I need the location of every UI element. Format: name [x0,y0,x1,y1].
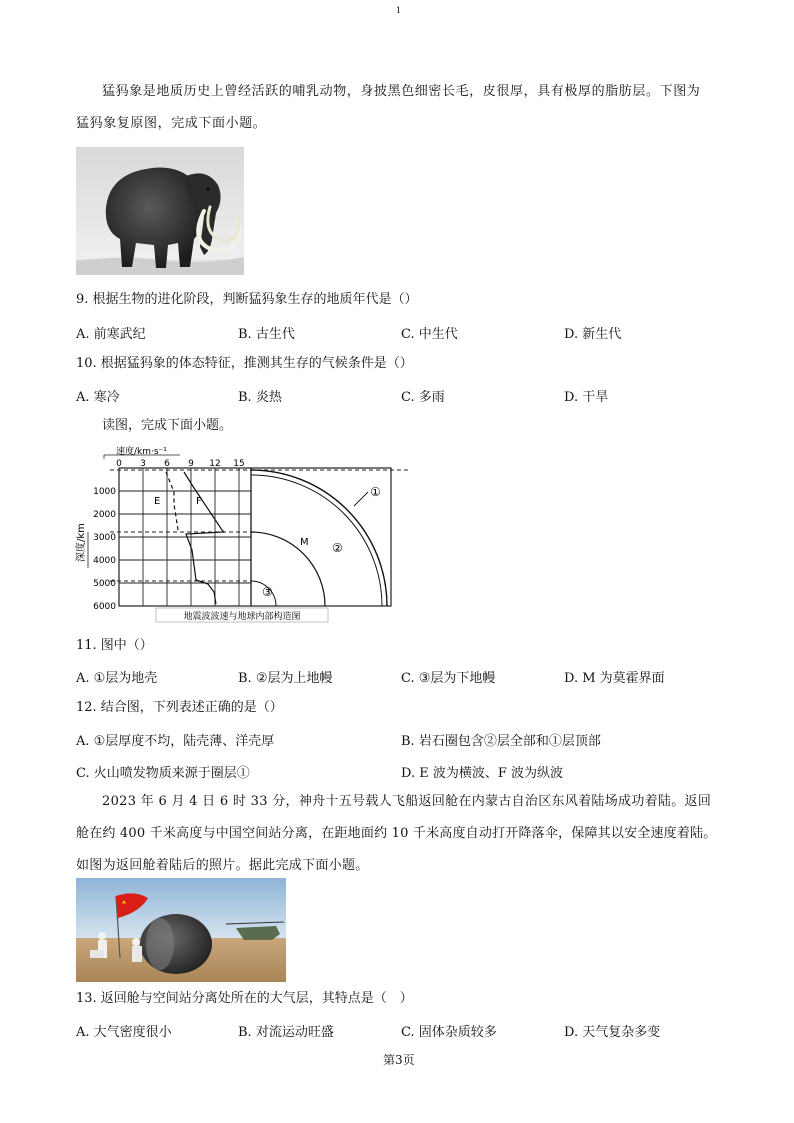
q12-option-b[interactable]: B. 岩石圈包含②层全部和①层顶部 [401,734,601,749]
q11-stem: 11. 图中（） [76,638,153,653]
intro3-line2: 舱在约 400 千米高度与中国空间站分离，在距地面约 10 千米高度自动打开降落伞，保障其以安全速度着陆。 [76,826,717,841]
layer-1-label: ① [370,485,381,499]
x-tick-label: 15 [233,459,245,469]
q13-stem: 13. 返回舱与空间站分离处所在的大气层，其特点是（ ） [76,991,413,1006]
y-tick-label: 6000 [93,602,116,612]
x-tick-label: 3 [140,459,146,469]
x-tick-label: 6 [164,459,170,469]
q11-option-d[interactable]: D. M 为莫霍界面 [564,671,665,686]
wave-f-label: F [196,496,202,507]
y-tick-label: 2000 [93,510,116,520]
intro3-line3: 如图为返回舱着陆后的照片。据此完成下面小题。 [76,858,369,873]
q10-option-c[interactable]: C. 多雨 [401,390,445,405]
intro1-line1: 猛犸象是地质历史上曾经活跃的哺乳动物，身披黑色细密长毛，皮很厚，具有极厚的脂肪层。下图为 [102,84,701,99]
q10-option-d[interactable]: D. 干旱 [564,390,609,405]
q9-option-a[interactable]: A. 前寒武纪 [76,327,146,342]
mammoth-image [76,147,244,275]
q13-option-d[interactable]: D. 天气复杂多变 [564,1025,661,1040]
q11-option-b[interactable]: B. ②层为上地幔 [238,671,333,686]
page-footer: 第3页 [383,1053,415,1067]
q12-option-d[interactable]: D. E 波为横波、F 波为纵波 [401,766,563,781]
q9-option-d[interactable]: D. 新生代 [564,327,622,342]
q12-option-c[interactable]: C. 火山喷发物质来源于圈层① [76,766,250,781]
speed-axis-label: 速度/km·s⁻¹ [116,447,167,457]
wave-f-curve [184,472,224,604]
q13-option-a[interactable]: A. 大气密度很小 [76,1025,172,1040]
q11-option-c[interactable]: C. ③层为下地幔 [401,671,496,686]
q12-stem: 12. 结合图，下列表述正确的是（） [76,700,283,715]
x-tick-label: 0 [116,459,122,469]
depth-axis-label: 深度/km [76,523,87,562]
q10-option-b[interactable]: B. 炎热 [238,390,282,405]
q9-stem: 9. 根据生物的进化阶段，判断猛犸象生存的地质年代是（） [76,292,418,307]
y-tick-label: 4000 [93,556,116,566]
intro1-line2: 猛犸象复原图，完成下面小题。 [76,116,267,131]
q13-option-c[interactable]: C. 固体杂质较多 [401,1025,497,1040]
q9-option-c[interactable]: C. 中生代 [401,327,458,342]
capsule-landing-illustration [76,878,286,982]
layer-2-label: ② [332,541,343,555]
y-tick-label: 5000 [93,579,116,589]
intro2: 读图，完成下面小题。 [102,418,233,433]
wave-e-label: E [154,496,161,507]
q10-stem: 10. 根据猛犸象的体态特征，推测其生存的气候条件是（） [76,356,413,371]
figure-caption: 地震波波速与地球内部构造图 [183,612,301,622]
x-tick-label: 9 [188,459,194,469]
header-mark: 1 [396,6,402,15]
x-tick-label: 12 [209,459,221,469]
q12-option-a[interactable]: A. ①层厚度不均，陆壳薄、洋壳厚 [76,734,275,749]
boundary-m-label: M [300,537,309,548]
landing-photo [76,878,286,982]
y-tick-label: 3000 [93,533,116,543]
q9-option-b[interactable]: B. 古生代 [238,327,295,342]
mammoth-illustration [76,147,244,275]
layer-3-label: ③ [262,585,273,599]
seismic-figure [70,442,410,624]
intro3-line1: 2023 年 6 月 4 日 6 时 33 分，神舟十五号载人飞船返回舱在内蒙古自治区东风着陆场成功着陆。返回 [102,794,712,809]
q11-option-a[interactable]: A. ①层为地壳 [76,671,158,686]
wave-e-curve [166,472,180,532]
y-tick-label: 1000 [93,487,116,497]
q10-option-a[interactable]: A. 寒冷 [76,390,120,405]
q13-option-b[interactable]: B. 对流运动旺盛 [238,1025,334,1040]
